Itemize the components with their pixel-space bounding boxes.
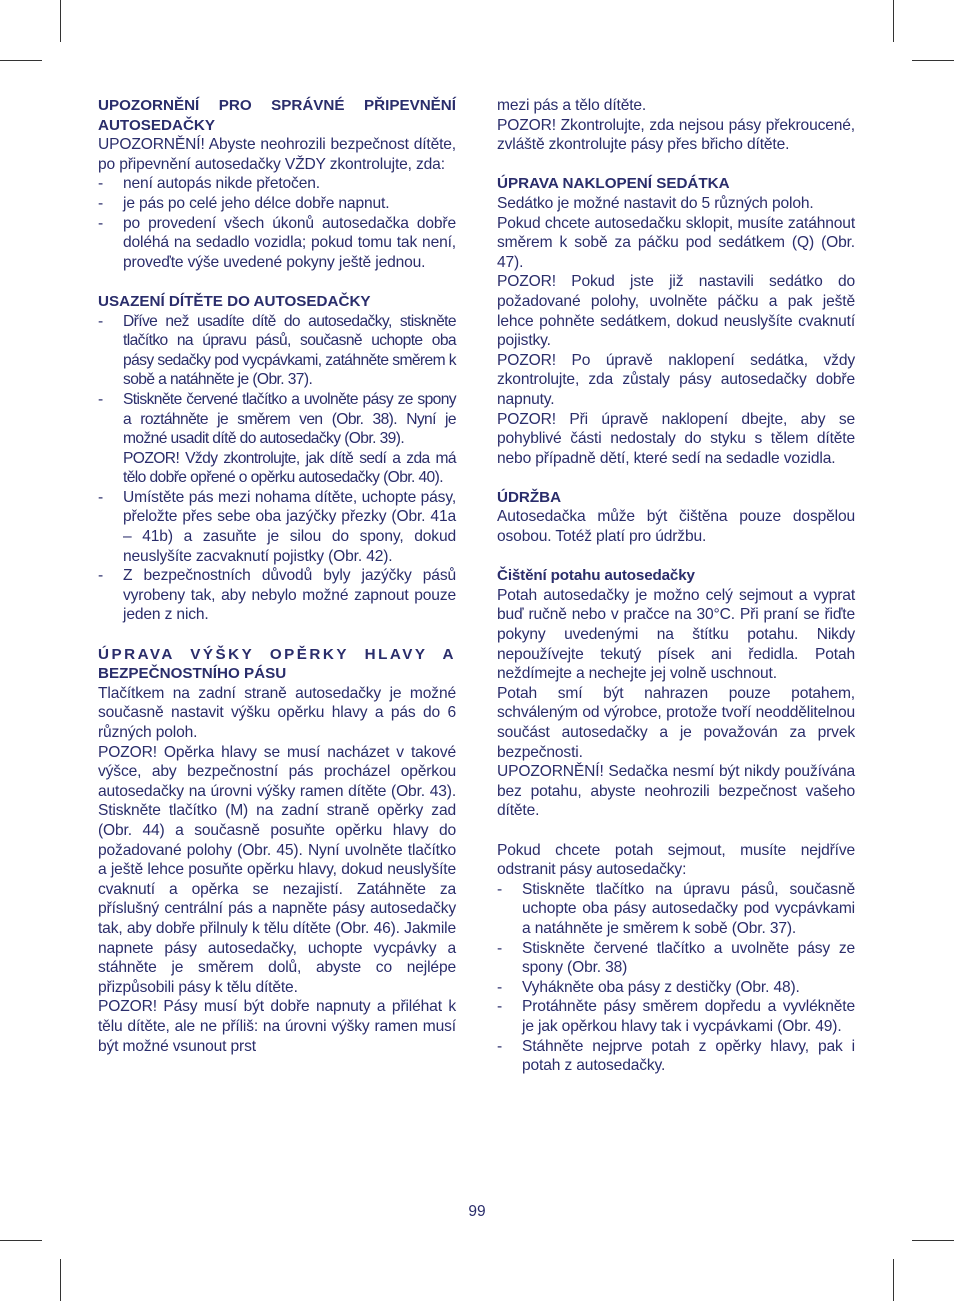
list-item: - po provedení všech úkonů autosedačka dobře doléhá na sedadlo vozidla; pokud tomu tak není, proveďte výše uvedené pokyny ještě jednou.: [98, 214, 456, 273]
crop-mark: [0, 60, 42, 61]
list-item: - Protáhněte pásy směrem dopředu a vyvlékněte je jak opěrkou hlavy tak i vycpávkami (Obr. 49).: [497, 997, 855, 1036]
seating-steps: [98, 312, 456, 626]
paragraph: Potah smí být nahrazen pouze potahem, schváleným od výrobce, protože tvoří neoddělitelnou součást autosedačky a je považován za prvek bezpečnosti.: [497, 684, 855, 761]
paragraph: POZOR! Opěrka hlavy se musí nacházet v takové výšce, aby bezpečnostní pás procházel opěrkou autosedačky na úrovni výšky ramen dítěte (Obr. 43). Stiskněte tlačítko (M) na zadní straně opěrky zad (Obr. 44) a současně posuňte opěrku hlavy do požadované polohy (Obr. 45). Nyní uvolněte tlačítko a ještě lehce posuňte opěrku hlavy, dokud neuslyšíte cvaknutí a opěrka se nezajistí. Zatáhněte za příslušný centrální pás a napněte pásy autosedačky tak, aby dobře přilnuly k tělu dítěte (Obr. 46). Jakmile napnete pásy autosedačky, uchopte vycpávky a stáhněte je směrem dolů, abyste co nejlépe přizpůsobili pásy k tělu dítěte.: [98, 743, 456, 996]
step-text: Dříve než usadíte dítě do autosedačky, stiskněte tlačítko na úpravu pásů, současně uchopte oba pásy sedačky pod vycpávkami, zatáhněte směrem k sobě a natáhněte je (Obr. 37).: [123, 312, 456, 389]
crop-mark: [912, 60, 954, 61]
crop-mark: [60, 0, 61, 42]
crop-mark: [60, 1259, 61, 1301]
paragraph: UPOZORNĚNÍ! Sedačka nesmí být nikdy používána bez potahu, abyste neohrozili bezpečnost vašeho dítěte.: [497, 763, 855, 820]
paragraph: Autosedačka může být čištěna pouze dospělou osobou. Totéž platí pro údržbu.: [497, 508, 855, 546]
list-item: [98, 390, 456, 488]
list-item: - Z bezpečnostních důvodů byly jazýčky pásů vyrobeny tak, aby nebylo možné zapnout pouze jeden z nich.: [98, 566, 456, 625]
list-item: - je pás po celé jeho délce dobře napnut.: [98, 194, 456, 214]
section-title-headrest-height: [98, 645, 456, 684]
section-title-maintenance: ÚDRŽBA: [497, 488, 562, 506]
list-item: - Stiskněte červené tlačítko a uvolněte pásy ze spony (Obr. 38): [497, 939, 855, 978]
title-line: ÚPRAVA VÝŠKY OPĚRKY HLAVY A: [98, 645, 456, 663]
paragraph: POZOR! Zkontrolujte, zda nejsou pásy překroucené, zvláště zkontrolujte pásy přes břicho dítěte.: [497, 116, 855, 154]
cover-removal-steps: [497, 880, 855, 1076]
paragraph: Pokud chcete potah sejmout, musíte nejdříve odstranit pásy autosedačky:: [497, 841, 855, 879]
crop-mark: [0, 1240, 42, 1241]
paragraph: POZOR! Pásy musí být dobře napnuty a přiléhat k tělu dítěte, ale ne příliš: na úrovni výšky ramen musí být možné vsunout prst: [98, 998, 456, 1055]
right-column: [497, 96, 855, 1076]
list-item: - Vyhákněte oba pásy z destičky (Obr. 48).: [497, 978, 855, 998]
paragraph: Potah autosedačky je možno celý sejmout a vyprat buď ručně nebo v pračce na 30°C. Při praní se řiďte pokyny uvedenými na štítku potahu. Nikdy nepoužívejte tekutý písek ani ředidla. Potah neždímejte a nechejte jej volně uschnout.: [497, 586, 855, 683]
list-item: - Umístěte pás mezi nohama dítěte, uchopte pásy, přeložte přes sebe oba jazýčky přezky (Obr. 41a – 41b) a zasuňte je silou do spony, dokud neuslyšíte zacvaknutí pojistky (Obr. 42).: [98, 488, 456, 566]
list-item: - Stiskněte tlačítko na úpravu pásů, současně uchopte oba pásy autosedačky pod vycpávkami a natáhněte je směrem k sobě (Obr. 37).: [497, 880, 855, 939]
paragraph: POZOR! Při úpravě naklopení dbejte, aby se pohyblivé části nedostaly do styku s tělem dítěte nebo případně dětí, které sedí na sedadle vozidla.: [497, 410, 855, 467]
list-item: [98, 312, 456, 390]
section-title-cover-cleaning: Čištění potahu autosedačky: [497, 567, 695, 585]
installation-warning: UPOZORNĚNÍ! Abyste neohrozili bezpečnost dítěte, po připevnění autosedačky VŽDY zkontrolujte, zda:: [98, 136, 456, 173]
crop-mark: [893, 0, 894, 42]
section-title-correct-installation: UPOZORNĚNÍ PRO SPRÁVNÉ PŘIPEVNĚNÍ AUTOSEDAČKY: [98, 97, 456, 134]
paragraph: Pokud chcete autosedačku sklopit, musíte zatáhnout směrem k sobě za páčku pod sedátkem (Q) (Obr. 47).: [497, 214, 855, 271]
step-note: POZOR! Vždy zkontrolujte, jak dítě sedí a zda má tělo dobře opřené o opěrku autosedačky (Obr. 40).: [123, 449, 456, 487]
crop-mark: [893, 1259, 894, 1301]
paragraph: POZOR! Pokud jste již nastavili sedátko do požadované polohy, uvolněte páčku a pak ještě lehce pohněte sedátkem, dokud neuslyšíte cvaknutí pojistky.: [497, 273, 855, 350]
crop-mark: [912, 1240, 954, 1241]
paragraph: mezi pás a tělo dítěte.: [497, 97, 647, 114]
paragraph: Tlačítkem na zadní straně autosedačky je možné současně nastavit výšku opěrku hlavy a pás do 6 různých poloh.: [98, 684, 456, 741]
paragraph: POZOR! Po úpravě naklopení sedátka, vždy zkontrolujte, zda zůstaly pásy autosedačky dobře napnuty.: [497, 351, 855, 408]
step-text: Stiskněte červené tlačítko a uvolněte pásy ze spony a roztáhněte je směrem ven (Obr. 38). Nyní je možné usadit dítě do autosedačky (Obr. 39).: [123, 390, 456, 448]
title-line: BEZPEČNOSTNÍHO PÁSU: [98, 665, 287, 683]
section-title-seating-child: USAZENÍ DÍTĚTE DO AUTOSEDAČKY: [98, 292, 371, 310]
paragraph: Sedátko je možné nastavit do 5 různých poloh.: [497, 194, 814, 212]
installation-checklist: [98, 174, 456, 272]
section-title-seat-tilt: ÚPRAVA NAKLOPENÍ SEDÁTKA: [497, 175, 730, 193]
left-column: [98, 96, 456, 1056]
page-number: 99: [468, 1203, 486, 1220]
list-item: - není autopás nikde přetočen.: [98, 174, 456, 194]
list-item: - Stáhněte nejprve potah z opěrky hlavy, pak i potah z autosedačky.: [497, 1037, 855, 1076]
